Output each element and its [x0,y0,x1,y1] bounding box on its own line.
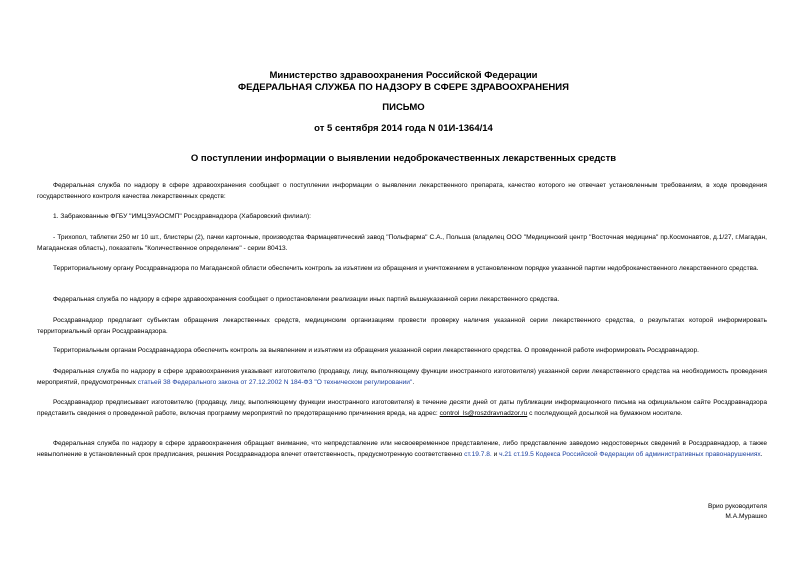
signature-position: Врио руководителя [707,503,767,510]
document-title: О поступлении информации о выявлении недоброкачественных лекарственных средств [190,153,617,164]
paragraph-10 [37,439,767,460]
document-date-number: от 5 сентября 2014 года N 01И-1364/14 [314,123,493,134]
paragraph-6: Росздравнадзор предлагает субъектам обращения лекарственных средств, медицинским организациям провести проверку наличия указанной серии лекарственного средства, о результатах которой информировать территориальный орган Росздравнадзора. [37,317,767,335]
paragraph-9-text: Росздравнадзор предписывает изготовителю (продавцу, лицу, выполняющему функции иностранного изготовителя) в течение десяти дней от даты публикации информационного письма на официальном сайте Росздравнадзора представить сведения о проведенной работе, включая программу мероприятий по предотвращению причинения вреда, на адрес: [37,399,767,417]
paragraph-2: 1. Забракованные ФГБУ "ИМЦЭУАОСМП" Росздравнадзора (Хабаровский филиал): [53,213,311,220]
paragraph-5: Федеральная служба по надзору в сфере здравоохранения сообщает о приостановлении реализации иных партий вышеуказанной серии лекарственного средства. [53,296,560,303]
law-38-link[interactable]: статьей 38 Федерального закона от 27.12.2002 N 184-ФЗ "О техническом регулировании" [137,378,413,386]
document-type: ПИСЬМО [382,102,425,113]
paragraph-8-text: Федеральная служба по надзору в сфере здравоохранения указывает изготовителю (продавцу, лицу, выполняющему функции иностранного изготовителя) указанной серии лекарственного средства на необходимость проведения мероприятий, предусмотренных [37,368,767,386]
paragraph-3: - Трихопол, таблетки 250 мг 10 шт., блистеры (2), пачки картонные, производства Фармацевтический завод "Польфарма" С.А., Польша (владелец ООО "Медицинский центр "Восточная медицина" пр.Космонавтов, д.1/27, г.Магадан, Магаданская область), показатель "Количественное определение" - серии 80413. [37,234,767,252]
paragraph-1: Федеральная служба по надзору в сфере здравоохранения сообщает о поступлении информации о выявлении лекарственного препарата, качество которого не отвечает установленным требованиям, в ходе проведения государственного контроля качества лекарственных средств: [37,182,767,200]
paragraph-8 [37,367,767,388]
paragraph-10-text: Федеральная служба по надзору в сфере здравоохранения обращает внимание, что непредставление или несвоевременное представление, либо представление заведомо недостоверных сведений в Росздравнадзор, а также невыполнение в установленный срок предписания, решения Росздравнадзора влечет ответственность, предусмотренную соответственно [37,440,767,458]
paragraph-8-end: . [412,378,415,386]
paragraph-10-mid: и [491,450,500,458]
ministry-name: Министерство здравоохранения Российской Федерации [269,70,538,81]
agency-name: ФЕДЕРАЛЬНАЯ СЛУЖБА ПО НАДЗОРУ В СФЕРЕ ЗДРАВООХРАНЕНИЯ [238,82,569,93]
koap-link[interactable]: ч.21 ст.19.5 Кодекса Российской Федерации об административных правонарушениях [499,450,761,458]
signature-name: М.А.Мурашко [725,513,767,520]
paragraph-7: Территориальным органам Росздравнадзора обеспечить контроль за выявлением и изъятием из обращения указанной серии лекарственного средства. О проведенной работе информировать Росздравнадзор. [53,347,699,354]
paragraph-4: Территориальному органу Росздравнадзора по Магаданской области обеспечить контроль за изъятием из обращения и уничтожением в установленном порядке указанной партии недоброкачественного лекарственного средства. [53,265,759,272]
email-link[interactable]: control_ls@roszdravnadzor.ru [439,409,528,417]
paragraph-9 [37,398,767,419]
paragraph-9-end: с последующей досылкой на бумажном носителе. [527,409,683,417]
paragraph-10-end: . [760,450,763,458]
article-19-7-8-link[interactable]: ст.19.7.8. [464,450,492,458]
